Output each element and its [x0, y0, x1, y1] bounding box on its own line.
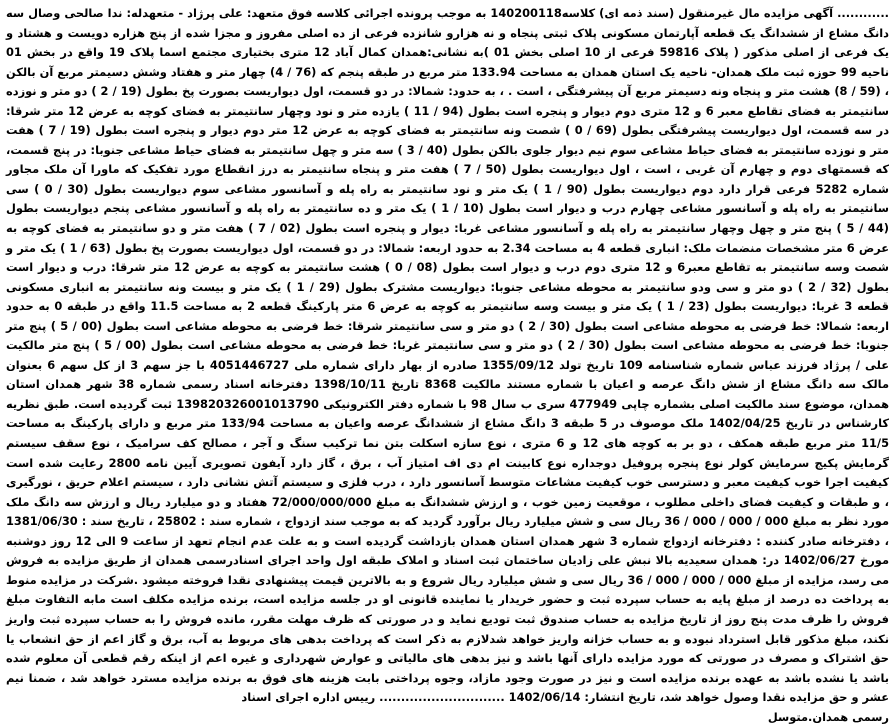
- notice-office: رسمی همدان.متوسل: [767, 709, 889, 724]
- notice-body: ............ آگهی مزایده مال غیرمنقول (سند ذمه ای) کلاسه140200118 به موجب پرونده اجرائی کلاسه فوق متعهد: علی پرژاد - متعهدله: ندا صالحی وصال سه دانگ مشاع از ششدانگ یک قطعه آپارتمان مسکونی پلاک ثبتی پنجاه و نه هزارو شانزده فرعی از ده اصلی مفروز و مجزا شده از پنج هزاره دویست و هشتاد و یک فرعی از اصلی مذکور ( پلاک 59816 فرعی از 10 اصلی بخش 01 )به نشانی:همدان کمال آباد 12 متری بختیاری مجتمع اسما پلاک 19 واقع در بخش 01 ناحیه 99 حوزه ثبت ملک همدان- ناحیه یک استان همدان به مساحت 133.94 متر مربع در طبقه پنجم که (76 / 4) چهار متر و هفتاد وشش دسیمتر مربع آن بالکن ، (59 / 8) هشت متر و پنجاه ونه دسیمتر مربع آن پیشرفتگی ، است . ، به حدود: شمالا: در دو قسمت، اول دیواریست بصورت پخ بطول (19 / 2 ) دو متر و نوزده سانتیمتر به فضای تقاطع معبر 6 و 12 متری دوم دیوار و پنجره است بطول (94 / 11 ) یازده متر و نود وچهار سانتیمتر به فضای کوچه به عرض 12 متر شرقا: در سه قسمت، اول دیواریست پیشرفتگی بطول (69 / 0 ) شصت ونه سانتیمتر به فضای کوچه به عرض 12 متر دوم دیوار و پنجره است بطول (19 / 7 ) هفت متر و نوزده سانتیمتر به فضای حیاط مشاعی سوم نیم دیوار جلوی بالکن بطول (40 / 3 ) سه متر و چهل سانتیمتر به فضای حیاط مشاعی جنوبا: در پنج قسمت، که قسمتهای دوم و چهارم آن غربی ، است ، اول دیواریست بطول (50 / 7 ) هفت متر و پنجاه سانتیمتر به درز انقطاع مورد تفکیک که ماورا آن ملک مجاور شماره 5282 فرعی قرار دارد دوم دیواریست بطول (90 / 1 ) یک متر و نود سانتیمتر به راه پله و آسانسور مشاعی سوم دیواریست بطول (30 / 0 ) سی سانتیمتر به راه پله و آسانسور مشاعی چهارم درب و دیوار است بطول (10 / 1 ) یک متر و ده سانتیمتر به راه پله و آسانسور مشاعی پنجم دیواریست بطول (44 / 5 ) پنج متر و چهل وچهار سانتیمتر به راه پله و آسانسور مشاعی غربا: دیوار و پنجره است بطول (02 / 7 ) هفت متر و دو سانتیمتر به فضای کوچه به عرض 6 متر مشخصات منضمات ملک: انباری قطعه 4 به مساحت 2.34 به حدود اربعه: شمالا: در دو قسمت، اول دیواریست بصورت پخ بطول (63 / 1 ) یک متر و شصت وسه سانتیمتر به تقاطع معبر6 و 12 متری دوم درب و دیوار است بطول (08 / 0 ) هشت سانتیمتر به کوچه به عرض 12 متر شرقا: درب و دیوار است بطول (32 / 2 ) دو متر و سی ودو سانتیمتر به محوطه مشاعی جنوبا: دیواریست مشترک بطول (29 / 1 ) یک متر و بیست ونه سانتیمتر به انباری مسکونی قطعه 3 غربا: دیواریست بطول (23 / 1 ) یک متر و بیست وسه سانتیمتر به کوچه به عرض 6 متر پارکینگ قطعه 2 به مساحت 11.5 واقع در طبقه 0 به حدود اربعه: شمالا: خط فرضی به محوطه مشاعی است بطول (30 / 2 ) دو متر و سی سانتیمتر شرقا: خط فرضی به محوطه مشاعی است بطول (00 / 5 ) پنج متر جنوبا: خط فرضی به محوطه مشاعی است بطول (30 / 2 ) دو متر و سی سانتیمتر غربا: خط فرضی به محوطه مشاعی است بطول (00 / 5 ) پنج متر مالکیت علی / پرژاد فرزند عباس شماره شناسنامه 109 تاریخ تولد 1355/09/12 صادره از بهار دارای شماره ملی 4051446727 با جز سهم 3 از کل سهم 6 بعنوان مالک سه دانگ مشاع از شش دانگ عرصه و اعیان با شماره مستند مالکیت 8368 تاریخ 1398/10/11 دفترخانه اسناد رسمی شماره 38 شهر همدان استان همدان، موضوع سند مالکیت اصلی بشماره چاپی 477949 سری ب سال 98 با شماره دفتر الکترونیکی 139820326001013790 ثبت گردیده است. طبق نظریه کارشناس در تاریخ 1402/04/25 ملک موصوف در 5 طبقه 3 دانگ مشاع از ششدانگ عرصه واعیان به مساحت 133/94 متر مربع و دارای پارکینگ به مساحت 11/5 متر مربع طبقه همکف ، دو بر به کوچه های 12 و 6 متری ، نوع سازه اسکلت بتن نما ترکیب سنگ و آجر ، مصالح کف سرامیک ، نوع سقف سیستم گرمایش پکیج سرمایش کولر نوع پنجره پروفیل دوجداره نوع کابینت ام دی اف امتیاز آب ، برق ، گاز دارد آیفون تصویری آیین نامه 2800 رعایت شده است کیفیت اجرا خوب کیفیت معبر و دسترسی خوب کیفیت مشاعات متوسط آسانسور دارد ، درب فلزی و سیستم آتش نشانی دارد ، سیستم اعلام حریق ، نورگیری ، و طبقات و کیفیت فضای داخلی مطلوب ، موقعیت زمین خوب ، و ارزش ششدانگ به مبلغ 72/000/000/000 هفتاد و دو میلیارد ریال و ارزش سه دانگ ملک مورد نظر به مبلغ 000 / 000 / 000 / 36 ریال سی و شش میلیارد ریال برآورد گردید که به موجب سند ازدواج ، شماره سند : 25802 ، تاریخ سند : 1381/06/30 ، دفترخانه صادر کننده : دفترخانه ازدواج شماره 3 شهر همدان استان همدان بازداشت گردیده است و به علت عدم انجام تعهد از ساعت 9 الی 12 روز دوشنبه مورخ 1402/06/27 در: همدان سعیدیه بالا نبش علی زادیان ساختمان ثبت اسناد و املاک طبقه اول واحد اجرای اسنادرسمی همدان از طریق مزایده به فروش می رسد، مزایده از مبلغ 000 / 000 / 000 / 36 ریال سی و شش میلیارد ریال شروع و به بالاترین قیمت پیشنهادی نقدا فروخته میشود .شرکت در مزایده منوط به پرداخت ده درصد از مبلغ پایه به حساب سپرده ثبت و حضور خریدار یا نماینده قانونی او در جلسه مزایده است، برنده مزایده مکلف است مابه التفاوت مبلغ فروش را ظرف مدت پنج روز از تاریخ مزایده به حساب صندوق ثبت تودیع نماید و در صورتی که ظرف مهلت مقرر، مانده فروش را به حساب سپرده ثبت واریز نکند، مبلغ مذکور قابل استرداد نبوده و به حساب خزانه واریز خواهد شدلازم به ذکر است که پرداخت بدهی های مربوط به آب، برق و گاز اعم از حق انشعاب یا حق اشتراک و مصرف در صورتی که مورد مزایده دارای آنها باشد و نیز بدهی های مالیاتی و عوارض شهرداری و غیره اعم از اینکه رقم قطعی آن معلوم شده باشد یا نشده باشد به عهده برنده مزایده است و نیز در صورت وجود مازاد، وجوه پرداختی بابت هزینه های فوق به برنده مزایده مسترد خواهد شد ، ضمنا نیم عشر و حق مزایده نقدا وصول خواهد شد، تاریخ انتشار: 1402/06/14 ............................. رییس اداره اجرای اسناد: [6, 6, 890, 705]
